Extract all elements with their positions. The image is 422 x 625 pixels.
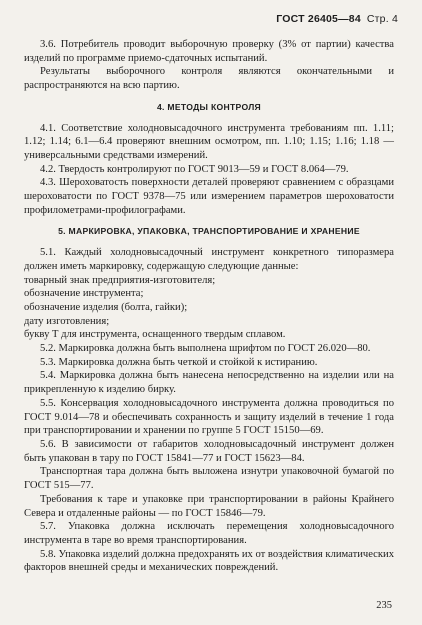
paragraph: Транспортная тара должна быть выложена изнутри упаковочной бумагой по ГОСТ 515—77. (24, 466, 394, 492)
section-heading: 4. МЕТОДЫ КОНТРОЛЯ (156, 101, 262, 112)
paragraph: 5.6. В зависимости от габаритов холодновысадочный инструмент должен быть упакован в тару по ГОСТ 15841—77 и ГОСТ 15623—84. (24, 438, 394, 464)
page-header (276, 13, 398, 25)
paragraph: 5.4. Маркировка должна быть нанесена непосредственно на изделии или на прикрепленную к изделию бирку. (24, 370, 394, 396)
standard-number: ГОСТ 26405—84 (276, 13, 361, 25)
paragraph: 4.1. Соответствие холодновысадочного инструмента требованиям пп. 1.11; 1.12; 1.14; 6.1—6.4 проверяют внешним осмотром, пп. 1.10; 1.15; 1.16; 1.18 — универсальными средствами измерений. (24, 122, 394, 161)
paragraph: Результаты выборочного контроля являются окончательными и распространяются на всю партию. (24, 66, 394, 92)
paragraph: 5.8. Упаковка изделий должна предохранять их от воздействия климатических факторов внешней среды и механических повреждений. (24, 548, 394, 574)
marking-list-item: обозначение инструмента; (24, 288, 144, 300)
paragraph: 4.3. Шероховатость поверхности деталей проверяют сравнением с образцами шероховатости по ГОСТ 9378—75 или измерением параметров шероховатости профилометрами-профилографами. (24, 177, 394, 216)
paragraph: 3.6. Потребитель проводит выборочную проверку (3% от партии) качества изделий по программе приемо-сдаточных испытаний. (24, 39, 394, 64)
document-body (24, 38, 394, 575)
marking-list-item: товарный знак предприятия-изготовителя; (24, 274, 216, 286)
paragraph: 5.2. Маркировка должна быть выполнена шрифтом по ГОСТ 26.020—80. (40, 343, 371, 355)
paragraph: 4.2. Твердость контролируют по ГОСТ 9013—59 и ГОСТ 8.064—79. (40, 163, 349, 175)
marking-list-item: букву Т для инструмента, оснащенного твердым сплавом. (24, 329, 286, 341)
section-heading: 5. МАРКИРОВКА, УПАКОВКА, ТРАНСПОРТИРОВАНИЕ И ХРАНЕНИЕ (58, 226, 360, 237)
paragraph: 5.1. Каждый холодновысадочный инструмент конкретного типоразмера должен иметь маркировку, содержащую следующие данные: (24, 247, 394, 272)
page-number: 235 (376, 600, 392, 611)
paragraph: Требования к таре и упаковке при транспортировании в районы Крайнего Севера и отдаленные районы — по ГОСТ 15846—79. (24, 493, 394, 519)
paragraph: 5.7. Упаковка должна исключать перемещения холодновысадочного инструмента в таре во время транспортирования. (24, 521, 394, 546)
marking-list-item: дату изготовления; (24, 315, 110, 327)
header-page-label: Стр. 4 (366, 13, 398, 25)
paragraph: 5.5. Консервация холодновысадочного инструмента должна проводиться по ГОСТ 9.014—78 и обеспечивать сохранность и защиту изделий в течение 1 года при транспортировании и хранении по группе 5 ГОСТ 15150—69. (24, 397, 394, 437)
paragraph: 5.3. Маркировка должна быть четкой и стойкой к истиранию. (40, 356, 318, 368)
marking-list-item: обозначение изделия (болта, гайки); (24, 301, 188, 313)
